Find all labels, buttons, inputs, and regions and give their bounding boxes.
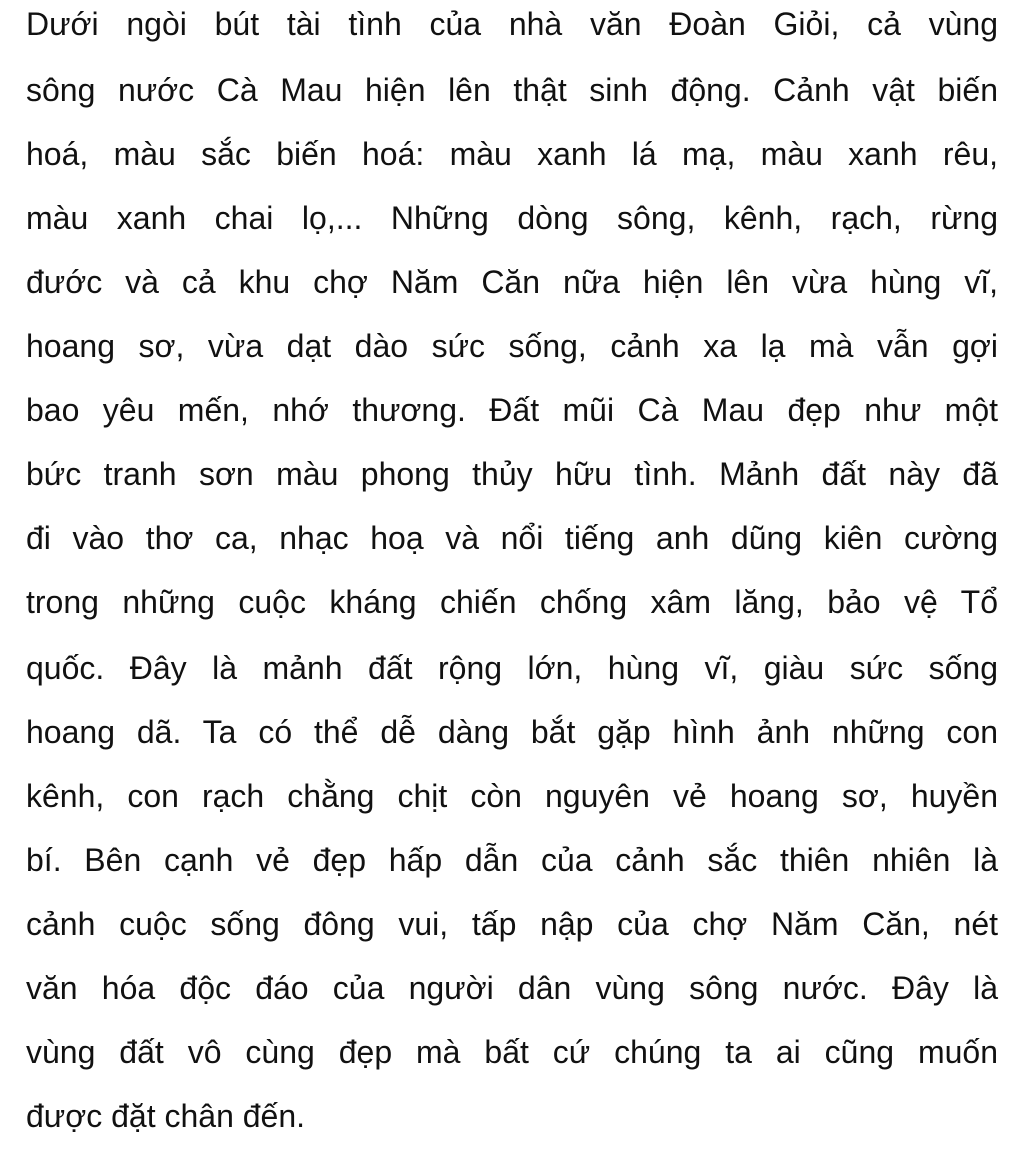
paragraph-line-5: đước và cả khu chợ Năm Căn nữa hiện lên vừa hùng vĩ, (26, 264, 998, 300)
paragraph-line-16: văn hóa độc đáo của người dân vùng sông nước. Đây là (26, 970, 998, 1006)
paragraph-line-1: Dưới ngòi bút tài tình của nhà văn Đoàn Giỏi, cả vùng (26, 6, 998, 42)
paragraph-line-3: hoá, màu sắc biến hoá: màu xanh lá mạ, màu xanh rêu, (26, 136, 998, 172)
paragraph-line-6: hoang sơ, vừa dạt dào sức sống, cảnh xa lạ mà vẫn gợi (26, 328, 998, 364)
paragraph-line-7: bao yêu mến, nhớ thương. Đất mũi Cà Mau đẹp như một (26, 392, 998, 428)
paragraph-line-15: cảnh cuộc sống đông vui, tấp nập của chợ Năm Căn, nét (26, 906, 998, 942)
paragraph-line-13: kênh, con rạch chằng chịt còn nguyên vẻ hoang sơ, huyền (26, 778, 998, 814)
paragraph-line-8: bức tranh sơn màu phong thủy hữu tình. Mảnh đất này đã (26, 456, 998, 492)
paragraph-line-18: được đặt chân đến. (26, 1098, 306, 1134)
paragraph-line-11: quốc. Đây là mảnh đất rộng lớn, hùng vĩ, giàu sức sống (26, 650, 998, 686)
paragraph-line-10: trong những cuộc kháng chiến chống xâm lăng, bảo vệ Tổ (26, 584, 998, 620)
paragraph-line-17: vùng đất vô cùng đẹp mà bất cứ chúng ta ai cũng muốn (26, 1034, 998, 1070)
paragraph-line-4: màu xanh chai lọ,... Những dòng sông, kênh, rạch, rừng (26, 200, 998, 236)
paragraph-line-2: sông nước Cà Mau hiện lên thật sinh động. Cảnh vật biến (26, 72, 998, 108)
paragraph-line-9: đi vào thơ ca, nhạc hoạ và nổi tiếng anh dũng kiên cường (26, 520, 998, 556)
paragraph-line-14: bí. Bên cạnh vẻ đẹp hấp dẫn của cảnh sắc thiên nhiên là (26, 842, 998, 878)
paragraph-line-12: hoang dã. Ta có thể dễ dàng bắt gặp hình ảnh những con (26, 714, 998, 750)
